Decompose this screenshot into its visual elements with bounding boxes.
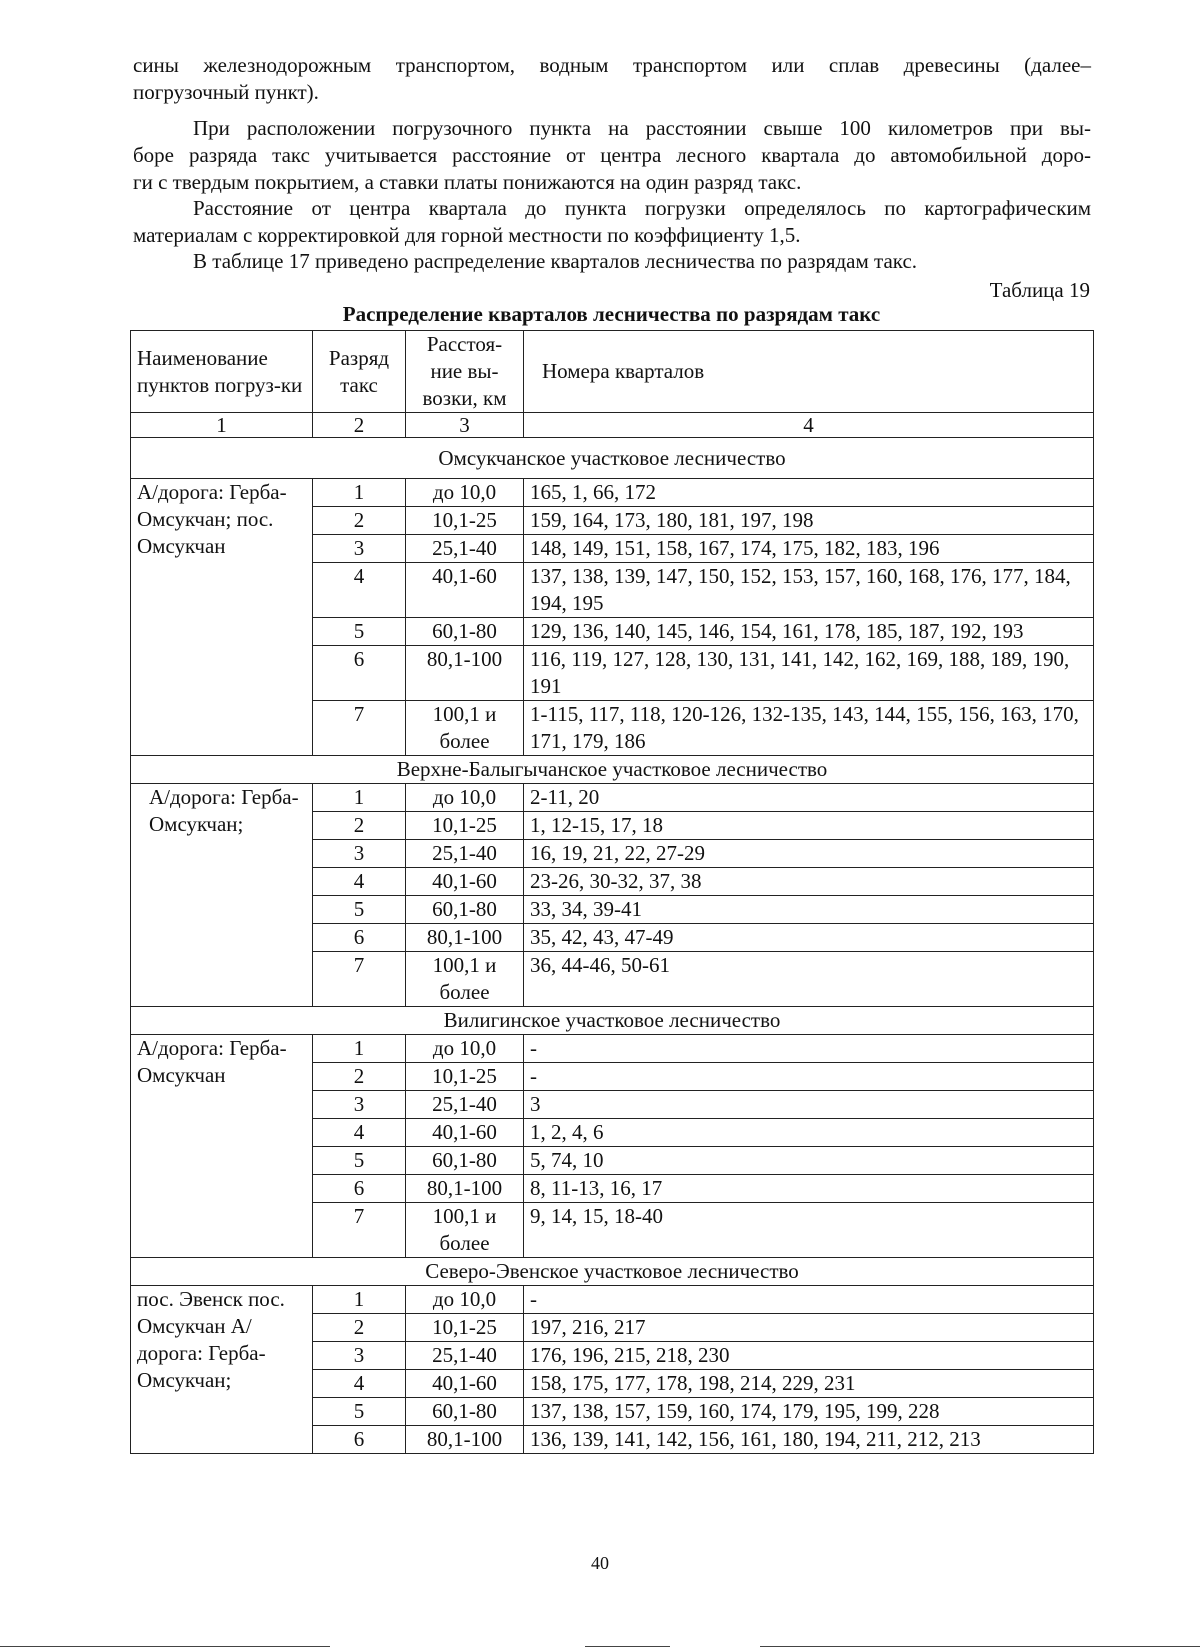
quarters-cell: 1, 2, 4, 6 [524, 1119, 1094, 1147]
distance-cell: до 10,0 [406, 479, 524, 507]
distance-cell: до 10,0 [406, 784, 524, 812]
distance-cell: 60,1-80 [406, 1147, 524, 1175]
text-line: При расположении погрузочного пункта на расстоянии свыше 100 километров при вы- [193, 116, 1091, 140]
rank-cell: 5 [313, 618, 406, 646]
column-number: 2 [313, 413, 406, 438]
section-title: Омсукчанское участковое лесничество [131, 438, 1094, 479]
rank-cell: 6 [313, 924, 406, 952]
distance-cell: до 10,0 [406, 1035, 524, 1063]
loading-point: А/дорога: Герба-Омсукчан [131, 1035, 313, 1258]
distance-cell: до 10,0 [406, 1286, 524, 1314]
column-number: 4 [524, 413, 1094, 438]
quarters-cell: 197, 216, 217 [524, 1314, 1094, 1342]
quarters-cell: 23-26, 30-32, 37, 38 [524, 868, 1094, 896]
rank-cell: 7 [313, 701, 406, 756]
quarters-cell: 8, 11-13, 16, 17 [524, 1175, 1094, 1203]
distance-cell: 80,1-100 [406, 1426, 524, 1454]
text-line: сины железнодорожным транспортом, водным транспортом или сплав древесины (далее– [133, 53, 1091, 77]
distance-cell: 40,1-60 [406, 1119, 524, 1147]
rank-cell: 3 [313, 1342, 406, 1370]
distance-cell: 60,1-80 [406, 896, 524, 924]
rank-cell: 4 [313, 563, 406, 618]
quarters-cell: 1, 12-15, 17, 18 [524, 812, 1094, 840]
section-row [131, 1007, 1094, 1035]
distance-cell: 60,1-80 [406, 618, 524, 646]
rank-cell: 5 [313, 896, 406, 924]
column-number: 3 [406, 413, 524, 438]
quarters-cell: 148, 149, 151, 158, 167, 174, 175, 182, 183, 196 [524, 535, 1094, 563]
rank-cell: 2 [313, 507, 406, 535]
quarters-cell: 3 [524, 1091, 1094, 1119]
distance-cell: 100,1 и более [406, 952, 524, 1007]
page-number: 40 [591, 1553, 609, 1573]
paragraph-3 [133, 195, 1091, 249]
quarters-cell: 158, 175, 177, 178, 198, 214, 229, 231 [524, 1370, 1094, 1398]
section-row [131, 756, 1094, 784]
quarters-cell: - [524, 1286, 1094, 1314]
distance-cell: 80,1-100 [406, 1175, 524, 1203]
distance-cell: 10,1-25 [406, 812, 524, 840]
paragraph-1 [133, 52, 1091, 106]
distance-cell: 10,1-25 [406, 1314, 524, 1342]
distance-cell: 10,1-25 [406, 507, 524, 535]
quarters-cell: 116, 119, 127, 128, 130, 131, 141, 142, 162, 169, 188, 189, 190, 191 [524, 646, 1094, 701]
rank-cell: 2 [313, 1063, 406, 1091]
rank-cell: 1 [313, 784, 406, 812]
column-number: 1 [131, 413, 313, 438]
quarters-cell: 165, 1, 66, 172 [524, 479, 1094, 507]
rank-cell: 1 [313, 1035, 406, 1063]
rank-cell: 4 [313, 868, 406, 896]
rank-cell: 2 [313, 1314, 406, 1342]
scan-edge-line [760, 1646, 1200, 1647]
rank-cell: 3 [313, 840, 406, 868]
distance-cell: 40,1-60 [406, 563, 524, 618]
section-title: Верхне-Балыгычанское участковое лесничество [131, 756, 1094, 784]
quarters-cell: - [524, 1063, 1094, 1091]
column-number-row [131, 413, 1094, 438]
text-line: Расстояние от центра квартала до пункта погрузки определялось по картографическим [193, 196, 1091, 220]
distance-cell: 40,1-60 [406, 1370, 524, 1398]
distance-cell: 80,1-100 [406, 924, 524, 952]
rank-cell: 5 [313, 1147, 406, 1175]
rank-cell: 1 [313, 1286, 406, 1314]
rank-cell: 3 [313, 1091, 406, 1119]
table-row [131, 1035, 1094, 1063]
quarters-cell: 176, 196, 215, 218, 230 [524, 1342, 1094, 1370]
distance-cell: 25,1-40 [406, 1342, 524, 1370]
quarters-cell: 159, 164, 173, 180, 181, 197, 198 [524, 507, 1094, 535]
rank-cell: 6 [313, 646, 406, 701]
section-title: Северо-Эвенское участковое лесничество [131, 1258, 1094, 1286]
header-rank: Разряд такс [313, 331, 406, 413]
distance-cell: 40,1-60 [406, 868, 524, 896]
distance-cell: 25,1-40 [406, 840, 524, 868]
rank-cell: 2 [313, 812, 406, 840]
paragraph-2 [133, 115, 1091, 196]
distance-cell: 25,1-40 [406, 1091, 524, 1119]
distance-cell: 10,1-25 [406, 1063, 524, 1091]
section-title: Вилигинское участковое лесничество [131, 1007, 1094, 1035]
distance-cell: 100,1 и более [406, 701, 524, 756]
rank-cell: 7 [313, 952, 406, 1007]
header-quarters: Номера кварталов [524, 331, 1094, 413]
distance-cell: 60,1-80 [406, 1398, 524, 1426]
quarters-cell: 36, 44-46, 50-61 [524, 952, 1094, 1007]
table-row [131, 479, 1094, 507]
quarters-cell: 137, 138, 157, 159, 160, 174, 179, 195, 199, 228 [524, 1398, 1094, 1426]
rank-cell: 1 [313, 479, 406, 507]
table-header-row [131, 331, 1094, 413]
rank-cell: 4 [313, 1119, 406, 1147]
text-line: ги с твердым покрытием, а ставки платы понижаются на один разряд такс. [133, 170, 802, 194]
quarters-cell: 35, 42, 43, 47-49 [524, 924, 1094, 952]
rank-cell: 6 [313, 1175, 406, 1203]
header-distance: Расстоя-ние вы-возки, км [406, 331, 524, 413]
rank-cell: 3 [313, 535, 406, 563]
quarters-table [130, 330, 1094, 1454]
quarters-cell: 137, 138, 139, 147, 150, 152, 153, 157, 160, 168, 176, 177, 184, 194, 195 [524, 563, 1094, 618]
table-row [131, 1286, 1094, 1314]
quarters-cell: 33, 34, 39-41 [524, 896, 1094, 924]
quarters-cell: 16, 19, 21, 22, 27-29 [524, 840, 1094, 868]
loading-point: А/дорога: Герба-Омсукчан; [131, 784, 313, 1007]
quarters-cell: 136, 139, 141, 142, 156, 161, 180, 194, 211, 212, 213 [524, 1426, 1094, 1454]
paragraph-4 [193, 248, 1091, 275]
table-label: Таблица 19 [989, 278, 1090, 302]
text-line: боре разряда такс учитывается расстояние от центра лесного квартала до автомобильной доро- [133, 143, 1091, 167]
distance-cell: 100,1 и более [406, 1203, 524, 1258]
rank-cell: 6 [313, 1426, 406, 1454]
table-row [131, 784, 1094, 812]
distance-cell: 80,1-100 [406, 646, 524, 701]
quarters-cell: 5, 74, 10 [524, 1147, 1094, 1175]
rank-cell: 7 [313, 1203, 406, 1258]
rank-cell: 4 [313, 1370, 406, 1398]
scan-edge-line [585, 1646, 670, 1647]
quarters-cell: 9, 14, 15, 18-40 [524, 1203, 1094, 1258]
loading-point: А/дорога: Герба-Омсукчан; пос. Омсукчан [131, 479, 313, 756]
header-place: Наименование пунктов погруз-ки [131, 331, 313, 413]
text-line: погрузочный пункт). [133, 80, 319, 104]
scan-edge-line [0, 1646, 330, 1647]
rank-cell: 5 [313, 1398, 406, 1426]
text-line: материалам с корректировкой для горной местности по коэффициенту 1,5. [133, 223, 801, 247]
text-line: В таблице 17 приведено распределение кварталов лесничества по разрядам такс. [193, 249, 918, 273]
quarters-cell: 129, 136, 140, 145, 146, 154, 161, 178, 185, 187, 192, 193 [524, 618, 1094, 646]
section-row [131, 438, 1094, 479]
loading-point: пос. Эвенск пос. Омсукчан А/дорога: Герба-Омсукчан; [131, 1286, 313, 1454]
distance-cell: 25,1-40 [406, 535, 524, 563]
section-row [131, 1258, 1094, 1286]
quarters-cell: 2-11, 20 [524, 784, 1094, 812]
quarters-cell: 1-115, 117, 118, 120-126, 132-135, 143, 144, 155, 156, 163, 170, 171, 179, 186 [524, 701, 1094, 756]
quarters-cell: - [524, 1035, 1094, 1063]
table-title: Распределение кварталов лесничества по разрядам такс [342, 302, 881, 326]
